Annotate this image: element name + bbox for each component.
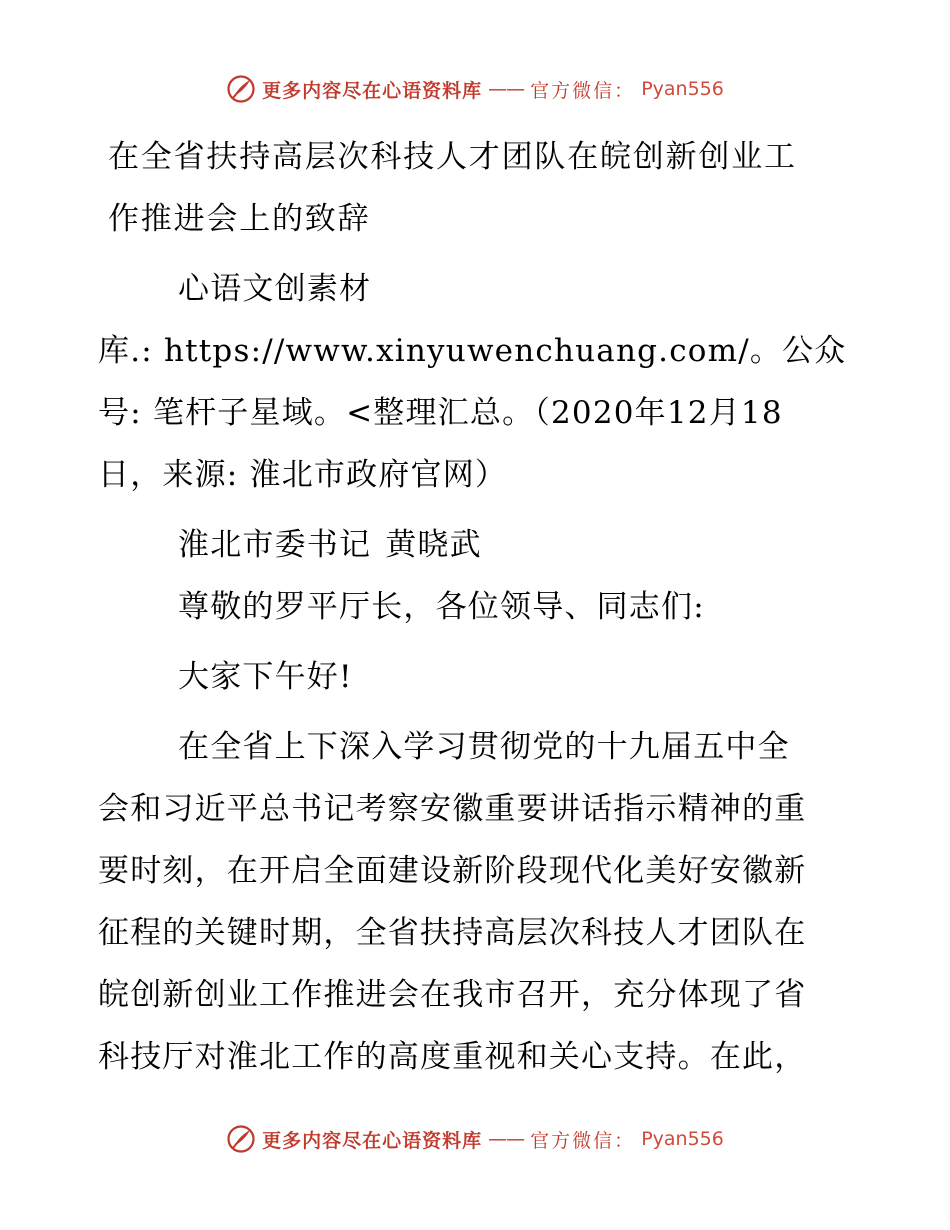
source-paragraph xyxy=(98,258,858,506)
author-name: 黄晓武 xyxy=(385,527,482,563)
author-org: 淮北市委书记 xyxy=(178,527,372,563)
body-line: 会和习近平总书记考察安徽重要讲话指示精神的重 xyxy=(98,791,807,827)
banner-wechat-id: Pyan556 xyxy=(641,78,724,100)
source-line: 库.: https://www.xinyuwenchuang.com/。公众 xyxy=(98,333,847,369)
body-line: 征程的关键时期，全省扶持高层次科技人才团队在 xyxy=(98,915,807,951)
body-line: 要时刻，在开启全面建设新阶段现代化美好安徽新 xyxy=(98,853,807,889)
banner-brand-text: 更多内容尽在心语资料库 xyxy=(262,1129,483,1152)
quill-pen-logo-icon xyxy=(226,1124,256,1154)
banner-brand-text: 更多内容尽在心语资料库 xyxy=(262,79,483,102)
header-watermark-banner xyxy=(0,74,950,104)
body-paragraph xyxy=(98,716,858,1088)
salutation: 尊敬的罗平厅长，各位领导、同志们: xyxy=(178,589,705,625)
source-line: 号: 笔杆子星域。<整理汇总。（2020年12月18 xyxy=(98,395,783,431)
banner-dash: —— xyxy=(488,78,525,100)
banner-wechat-label: 官方微信： xyxy=(530,1129,636,1152)
banner-dash: —— xyxy=(488,1128,525,1150)
source-line: 心语文创素材 xyxy=(178,271,372,307)
body-line: 皖创新创业工作推进会在我市召开，充分体现了省 xyxy=(98,977,807,1013)
title-line: 作推进会上的致辞 xyxy=(108,201,371,237)
source-line: 日，来源: 淮北市政府官网） xyxy=(98,457,508,493)
banner-wechat-id: Pyan556 xyxy=(641,1128,724,1150)
banner-wechat-label: 官方微信： xyxy=(530,79,636,102)
document-body xyxy=(98,126,858,1088)
greeting: 大家下午好! xyxy=(178,659,353,695)
quill-pen-logo-icon xyxy=(226,74,256,104)
author-line xyxy=(98,514,858,576)
footer-watermark-banner xyxy=(0,1124,950,1154)
body-line: 在全省上下深入学习贯彻党的十九届五中全 xyxy=(178,729,790,765)
body-line: 科技厅对淮北工作的高度重视和关心支持。在此， xyxy=(98,1039,807,1075)
document-title xyxy=(98,126,858,250)
title-line: 在全省扶持高层次科技人才团队在皖创新创业工 xyxy=(108,139,797,175)
